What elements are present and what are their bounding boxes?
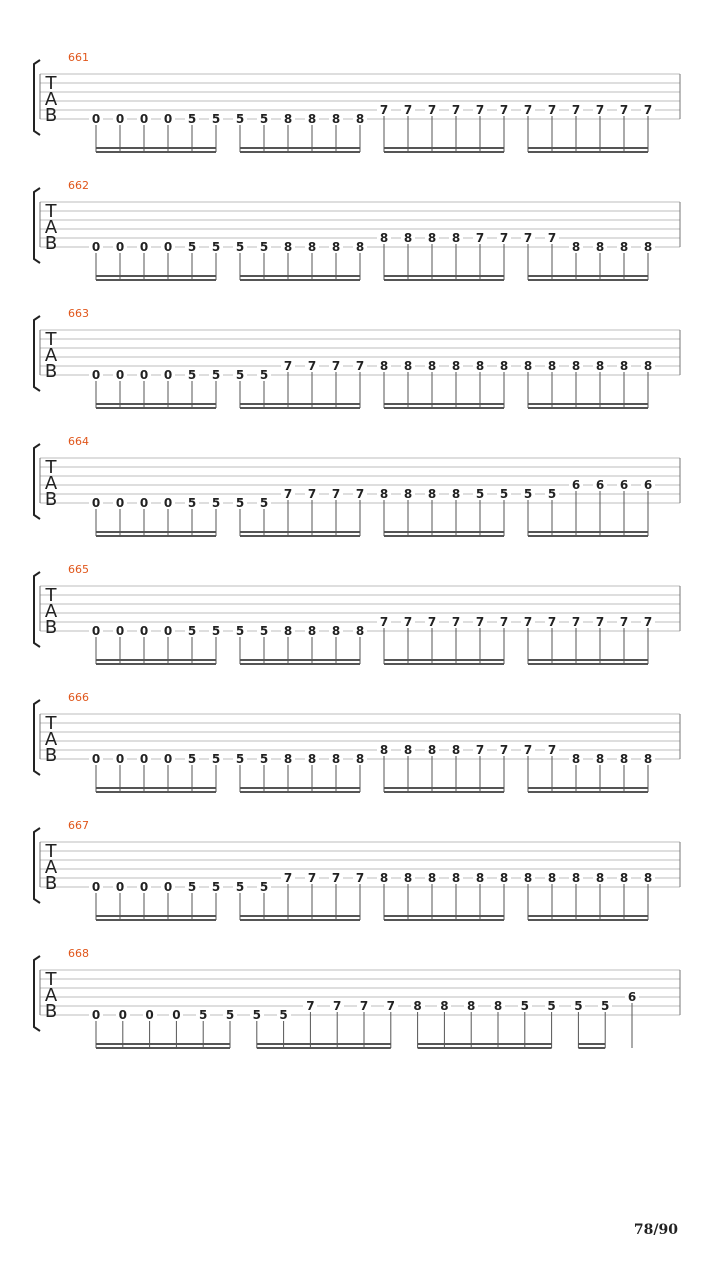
fret-number: 7 [617,616,631,628]
fret-number: 7 [353,488,367,500]
tab-clef-letter: A [44,985,58,1006]
fret-number: 8 [425,744,439,756]
tab-system [0,691,720,826]
fret-number: 0 [89,881,103,893]
tab-clef-letter: B [44,873,58,894]
fret-number: 7 [497,744,511,756]
fret-number: 5 [209,625,223,637]
system-bracket [34,60,40,135]
fret-number: 5 [185,497,199,509]
system-bracket [34,188,40,263]
fret-number: 8 [497,360,511,372]
fret-number: 0 [113,753,127,765]
fret-number: 8 [411,1000,425,1012]
fret-number: 7 [305,360,319,372]
fret-number: 7 [377,616,391,628]
tab-clef-letter: B [44,105,58,126]
fret-number: 8 [305,625,319,637]
fret-number: 0 [137,369,151,381]
fret-number: 7 [449,104,463,116]
fret-number: 5 [196,1009,210,1021]
fret-number: 8 [569,360,583,372]
fret-number: 7 [357,1000,371,1012]
fret-number: 7 [521,232,535,244]
tab-clef-letter: T [45,585,57,606]
fret-number: 0 [89,369,103,381]
fret-number: 8 [305,753,319,765]
tab-system [0,563,720,698]
fret-number: 8 [281,753,295,765]
fret-number: 5 [209,241,223,253]
fret-number: 7 [473,616,487,628]
fret-number: 5 [497,488,511,500]
fret-number: 8 [521,360,535,372]
fret-number: 7 [329,872,343,884]
system-bracket [34,956,40,1031]
fret-number: 7 [473,744,487,756]
fret-number: 5 [223,1009,237,1021]
fret-number: 0 [161,753,175,765]
measure-number: 668 [68,947,89,960]
fret-number: 7 [353,872,367,884]
fret-number: 7 [641,616,655,628]
fret-number: 5 [209,369,223,381]
fret-number: 0 [161,113,175,125]
fret-number: 8 [305,113,319,125]
fret-number: 8 [305,241,319,253]
fret-number: 8 [617,360,631,372]
fret-number: 8 [329,753,343,765]
fret-number: 5 [473,488,487,500]
fret-number: 0 [137,753,151,765]
tab-clef-letter: B [44,745,58,766]
fret-number: 8 [449,872,463,884]
fret-number: 0 [113,881,127,893]
tab-staff [0,442,720,570]
fret-number: 8 [569,872,583,884]
fret-number: 8 [449,488,463,500]
fret-number: 0 [161,881,175,893]
fret-number: 7 [545,232,559,244]
fret-number: 5 [233,881,247,893]
tab-staff [0,954,720,1082]
fret-number: 0 [137,497,151,509]
fret-number: 7 [473,232,487,244]
tab-staff [0,826,720,954]
fret-number: 8 [401,488,415,500]
measure-number: 662 [68,179,89,192]
fret-number: 8 [449,744,463,756]
tab-clef-letter: A [44,473,58,494]
fret-number: 8 [617,753,631,765]
page-number: 78/90 [633,1222,678,1238]
tab-staff [0,314,720,442]
fret-number: 7 [329,488,343,500]
fret-number: 8 [473,360,487,372]
tab-system [0,51,720,186]
fret-number: 0 [161,369,175,381]
fret-number: 8 [521,872,535,884]
fret-number: 0 [113,625,127,637]
fret-number: 0 [161,497,175,509]
fret-number: 0 [137,625,151,637]
fret-number: 8 [329,241,343,253]
tab-clef-letter: T [45,841,57,862]
tab-system [0,947,720,1082]
fret-number: 5 [257,625,271,637]
measure-number: 665 [68,563,89,576]
fret-number: 0 [89,497,103,509]
fret-number: 8 [377,360,391,372]
fret-number: 0 [137,241,151,253]
fret-number: 7 [384,1000,398,1012]
fret-number: 8 [329,113,343,125]
fret-number: 7 [449,616,463,628]
fret-number: 8 [449,360,463,372]
fret-number: 7 [521,104,535,116]
fret-number: 7 [641,104,655,116]
fret-number: 7 [473,104,487,116]
fret-number: 5 [185,881,199,893]
tab-clef-letter: A [44,217,58,238]
fret-number: 7 [329,360,343,372]
fret-number: 5 [257,113,271,125]
fret-number: 8 [353,625,367,637]
fret-number: 0 [89,113,103,125]
fret-number: 0 [113,113,127,125]
system-bracket [34,316,40,391]
fret-number: 8 [491,1000,505,1012]
fret-number: 7 [497,616,511,628]
fret-number: 0 [89,625,103,637]
fret-number: 6 [569,479,583,491]
tab-clef-letter: T [45,713,57,734]
fret-number: 8 [329,625,343,637]
fret-number: 8 [401,232,415,244]
fret-number: 6 [641,479,655,491]
fret-number: 7 [281,872,295,884]
fret-number: 8 [377,232,391,244]
fret-number: 5 [257,497,271,509]
measure-number: 666 [68,691,89,704]
fret-number: 8 [425,488,439,500]
fret-number: 5 [233,753,247,765]
fret-number: 7 [545,744,559,756]
fret-number: 8 [464,1000,478,1012]
fret-number: 0 [89,1009,103,1021]
fret-number: 7 [401,616,415,628]
tab-system [0,435,720,570]
tab-clef-letter: B [44,1001,58,1022]
fret-number: 0 [137,881,151,893]
tab-clef-letter: T [45,969,57,990]
fret-number: 5 [521,488,535,500]
fret-number: 7 [401,104,415,116]
fret-number: 7 [593,616,607,628]
fret-number: 5 [185,625,199,637]
fret-number: 8 [377,872,391,884]
fret-number: 5 [209,881,223,893]
fret-number: 7 [330,1000,344,1012]
fret-number: 8 [545,360,559,372]
fret-number: 7 [353,360,367,372]
fret-number: 5 [257,881,271,893]
tab-clef-letter: A [44,345,58,366]
fret-number: 7 [377,104,391,116]
fret-number: 5 [233,625,247,637]
fret-number: 8 [281,241,295,253]
fret-number: 5 [571,1000,585,1012]
fret-number: 0 [113,497,127,509]
tab-clef-letter: A [44,89,58,110]
fret-number: 5 [185,113,199,125]
fret-number: 8 [593,360,607,372]
fret-number: 5 [598,1000,612,1012]
fret-number: 0 [161,241,175,253]
fret-number: 0 [169,1009,183,1021]
measure-number: 667 [68,819,89,832]
fret-number: 7 [281,360,295,372]
measure-number: 664 [68,435,89,448]
fret-number: 5 [209,753,223,765]
fret-number: 5 [185,241,199,253]
system-bracket [34,700,40,775]
fret-number: 8 [401,872,415,884]
fret-number: 7 [593,104,607,116]
tab-clef-letter: B [44,617,58,638]
tab-clef-letter: T [45,457,57,478]
measure-number: 661 [68,51,89,64]
fret-number: 7 [305,488,319,500]
fret-number: 8 [425,232,439,244]
fret-number: 5 [518,1000,532,1012]
fret-number: 8 [353,113,367,125]
fret-number: 8 [401,744,415,756]
tab-clef-letter: B [44,361,58,382]
fret-number: 7 [303,1000,317,1012]
fret-number: 8 [569,753,583,765]
tab-clef-letter: B [44,489,58,510]
tab-clef-letter: T [45,73,57,94]
fret-number: 0 [161,625,175,637]
fret-number: 0 [113,241,127,253]
fret-number: 5 [545,1000,559,1012]
fret-number: 6 [625,991,639,1003]
fret-number: 7 [425,616,439,628]
fret-number: 8 [353,241,367,253]
fret-number: 8 [617,241,631,253]
fret-number: 5 [277,1009,291,1021]
fret-number: 8 [593,753,607,765]
fret-number: 7 [545,104,559,116]
tab-clef-letter: B [44,233,58,254]
fret-number: 5 [233,369,247,381]
fret-number: 8 [617,872,631,884]
tab-clef-letter: A [44,601,58,622]
fret-number: 8 [281,625,295,637]
fret-number: 8 [425,872,439,884]
fret-number: 7 [281,488,295,500]
measure-number: 663 [68,307,89,320]
fret-number: 7 [545,616,559,628]
tab-clef-letter: T [45,329,57,350]
fret-number: 0 [116,1009,130,1021]
fret-number: 8 [641,872,655,884]
fret-number: 8 [401,360,415,372]
tab-system [0,179,720,314]
fret-number: 8 [569,241,583,253]
tab-clef-letter: A [44,729,58,750]
fret-number: 0 [89,241,103,253]
system-bracket [34,444,40,519]
fret-number: 5 [233,113,247,125]
fret-number: 5 [185,753,199,765]
fret-number: 7 [569,104,583,116]
fret-number: 8 [497,872,511,884]
fret-number: 5 [185,369,199,381]
fret-number: 8 [641,753,655,765]
fret-number: 7 [521,744,535,756]
fret-number: 0 [143,1009,157,1021]
tab-clef-letter: T [45,201,57,222]
system-bracket [34,572,40,647]
fret-number: 8 [545,872,559,884]
system-bracket [34,828,40,903]
fret-number: 5 [545,488,559,500]
fret-number: 7 [521,616,535,628]
fret-number: 8 [377,488,391,500]
fret-number: 8 [353,753,367,765]
fret-number: 7 [497,232,511,244]
fret-number: 8 [377,744,391,756]
fret-number: 5 [233,241,247,253]
fret-number: 7 [617,104,631,116]
fret-number: 0 [137,113,151,125]
fret-number: 6 [617,479,631,491]
fret-number: 5 [209,113,223,125]
fret-number: 5 [257,241,271,253]
fret-number: 7 [569,616,583,628]
fret-number: 6 [593,479,607,491]
fret-number: 7 [497,104,511,116]
fret-number: 0 [113,369,127,381]
fret-number: 5 [250,1009,264,1021]
fret-number: 8 [593,872,607,884]
fret-number: 7 [425,104,439,116]
fret-number: 5 [257,753,271,765]
fret-number: 7 [305,872,319,884]
fret-number: 5 [233,497,247,509]
fret-number: 8 [425,360,439,372]
tab-system [0,819,720,954]
fret-number: 8 [593,241,607,253]
tab-clef-letter: A [44,857,58,878]
fret-number: 8 [437,1000,451,1012]
fret-number: 8 [641,360,655,372]
fret-number: 8 [281,113,295,125]
fret-number: 8 [449,232,463,244]
fret-number: 5 [257,369,271,381]
fret-number: 8 [473,872,487,884]
fret-number: 0 [89,753,103,765]
tab-system [0,307,720,442]
fret-number: 8 [641,241,655,253]
fret-number: 5 [209,497,223,509]
